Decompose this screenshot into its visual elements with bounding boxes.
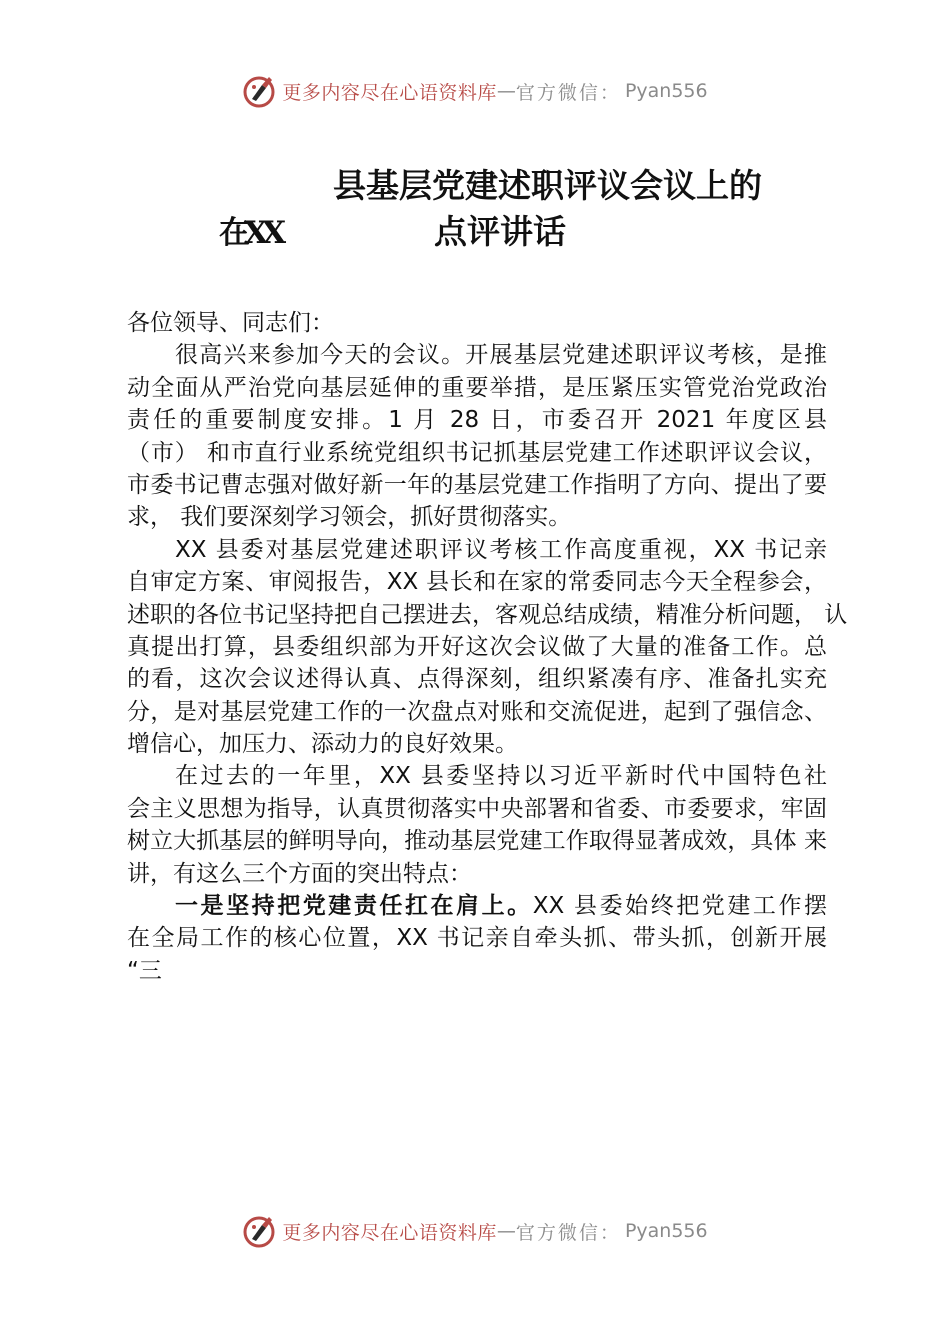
- library-logo-icon: [242, 1213, 278, 1249]
- body-line: （市） 和市直行业系统党组织书记抓基层党建工作述职评议会议，: [127, 439, 827, 466]
- body-line: 自审定方案、审阅报告，XX 县长和在家的常委同志今天全程参会，: [127, 569, 827, 596]
- wechat-label: 官方微信：: [515, 1221, 621, 1244]
- title-line-2: 点评讲话: [434, 212, 566, 251]
- banner-dash: —: [496, 80, 516, 102]
- body-line: 动全面从严治党向基层延伸的重要举措，是压紧压实管党治党政治: [127, 374, 827, 401]
- body-line: 求， 我们要深刻学习领会，抓好贯彻落实。: [127, 504, 572, 531]
- body-paragraphs: [127, 339, 848, 890]
- point-one-heading: 一是坚持把党建责任扛在肩上。: [175, 893, 533, 920]
- library-logo-icon: [242, 73, 278, 109]
- body-line: 分，是对基层党建工作的一次盘点对账和交流促进，起到了强信念、: [127, 698, 827, 725]
- point-one-line-2: 在全局工作的核心位置，XX 书记亲自牵头抓、带头抓，创新开展: [127, 925, 827, 952]
- body-line: 很高兴来参加今天的会议。开展基层党建述职评议考核，是推: [175, 342, 827, 369]
- point-one-text: XX 县委始终把党建工作摆: [532, 893, 827, 920]
- body-line: 真提出打算，县委组织部为开好这次会议做了大量的准备工作。总: [127, 633, 827, 660]
- body-line: 树立大抓基层的鲜明导向，推动基层党建工作取得显著成效，具体 来: [127, 828, 827, 855]
- salutation: 各位领导、同志们：: [127, 310, 334, 336]
- document-body: [127, 307, 848, 987]
- header-banner: [0, 66, 950, 116]
- wechat-label: 官方微信：: [515, 81, 621, 104]
- body-line: 会主义思想为指导，认真贯彻落实中央部署和省委、市委要求，牢固: [127, 795, 827, 822]
- point-one-fragment: “三: [127, 957, 162, 984]
- title-prefix: 在XX: [219, 215, 281, 251]
- title-line-1: 县基层党建述职评议会议上的: [333, 166, 762, 205]
- body-line: 责任的重要制度安排。1 月 28 日，市委召开 2021 年度区县: [127, 407, 827, 434]
- body-line: 讲，有这么三个方面的突出特点：: [127, 860, 472, 887]
- point-one-line: [127, 890, 827, 922]
- banner-dash: —: [496, 1220, 516, 1242]
- body-line: 的看，这次会议述得认真、点得深刻，组织紧凑有序、准备扎实充: [127, 666, 827, 693]
- body-line: XX 县委对基层党建述职评议考核工作高度重视，XX 书记亲: [175, 536, 827, 563]
- library-text: 更多内容尽在心语资料库: [282, 81, 497, 104]
- footer-banner: [0, 1206, 950, 1256]
- body-line: 增信心，加压力、添动力的良好效果。: [127, 731, 518, 758]
- point-one-line-3: [127, 955, 827, 987]
- library-text: 更多内容尽在心语资料库: [282, 1221, 497, 1244]
- wechat-id: Pyan556: [624, 1220, 708, 1242]
- wechat-id: Pyan556: [624, 80, 708, 102]
- body-line: 在过去的一年里，XX 县委坚持以习近平新时代中国特色社: [175, 763, 827, 790]
- body-line: 市委书记曹志强对做好新一年的基层党建工作指明了方向、提出了要: [127, 471, 827, 498]
- body-line: 述职的各位书记坚持把自己摆进去，客观总结成绩，精准分析问题， 认: [127, 601, 848, 628]
